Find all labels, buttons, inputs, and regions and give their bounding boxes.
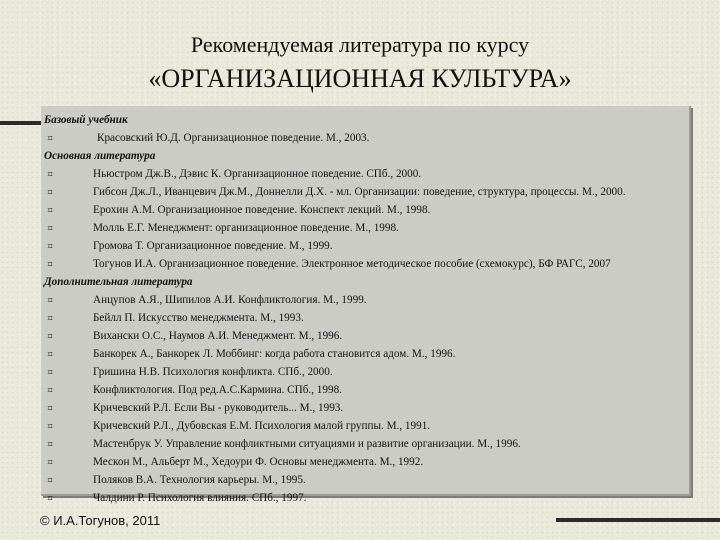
list-item-text: Молль Е.Г. Менеджмент: организационное поведение. М., 1998.: [93, 222, 399, 234]
list-item-text: Кричевский Р.Л. Если Вы - руководитель... М., 1993.: [93, 402, 344, 414]
list-item: [44, 255, 689, 273]
list-item: [44, 435, 689, 453]
title-line-1: Рекомендуемая литература по курсу: [190, 32, 530, 57]
bullet-icon: ⌗: [47, 457, 53, 467]
list-item-text: Поляков В.А. Технология карьеры. М., 1995.: [93, 474, 306, 486]
section-heading: Дополнительная литература: [44, 276, 193, 288]
section-heading: Базовый учебник: [44, 114, 128, 126]
list-item: [44, 291, 689, 309]
bullet-icon: ⌗: [47, 295, 53, 305]
section-heading: Основная литература: [44, 150, 156, 162]
bullet-icon: ⌗: [47, 205, 53, 215]
list-item-text: Тогунов И.А. Организационное поведение. Электронное методическое пособие (схемокурс), БФ РАГС, 2007: [93, 258, 611, 270]
bullet-icon: ⌗: [47, 421, 53, 431]
list-item-text: Красовский Ю.Д. Организационное поведение. М., 2003.: [97, 132, 370, 144]
list-item-text: Мастенбрук У. Управление конфликтными ситуациями и развитие организации. М., 1996.: [93, 438, 521, 450]
bullet-icon: ⌗: [47, 187, 53, 197]
copyright-notice: © И.А.Тогунов, 2011: [40, 513, 161, 528]
literature-list-panel: [41, 106, 691, 504]
list-item-text: Ерохин А.М. Организационное поведение. Конспект лекций. М., 1998.: [93, 204, 431, 216]
list-item: [44, 453, 689, 471]
list-item: [44, 363, 689, 381]
list-item-text: Бейлл П. Искусство менеджмента. М., 1993.: [93, 312, 304, 324]
list-item-text: Вихански О.С., Наумов А.И. Менеджмент. М., 1996.: [93, 330, 343, 342]
list-item: [44, 399, 689, 417]
list-item-text: Банкорек А., Банкорек Л. Моббинг: когда работа становится адом. М., 1996.: [93, 348, 456, 360]
list-item-text: Гибсон Дж.Л., Иванцевич Дж.М., Доннелли Д.Х. - мл. Организации: поведение, структура, процессы. М., 2000.: [93, 186, 626, 198]
list-item: [44, 327, 689, 345]
decorative-line-bottom: [556, 518, 720, 522]
list-item-text: Гришина Н.В. Психология конфликта. СПб., 2000.: [93, 366, 333, 378]
list-item-text: Ньюстром Дж.В., Дэвис К. Организационное поведение. СПб., 2000.: [93, 168, 422, 180]
list-item: [44, 381, 689, 399]
list-item-text: Анцупов А.Я., Шипилов А.И. Конфликтология. М., 1999.: [93, 294, 367, 306]
bullet-icon: ⌗: [47, 385, 53, 395]
bullet-icon: ⌗: [47, 313, 53, 323]
bullet-icon: ⌗: [47, 367, 53, 377]
bullet-icon: ⌗: [47, 439, 53, 449]
bullet-icon: ⌗: [47, 475, 53, 485]
bullet-icon: ⌗: [47, 259, 53, 269]
list-item: [44, 165, 689, 183]
list-item: [44, 201, 689, 219]
bullet-icon: ⌗: [47, 241, 53, 251]
list-item: [44, 183, 689, 201]
title-line-2: «ОРГАНИЗАЦИОННАЯ КУЛЬТУРА»: [148, 64, 572, 93]
list-item: [44, 489, 689, 507]
list-item-text: Громова Т. Организационное поведение. М., 1999.: [93, 240, 333, 252]
bullet-icon: ⌗: [47, 133, 53, 143]
list-item: [44, 345, 689, 363]
list-item: [44, 471, 689, 489]
list-item: [44, 129, 689, 147]
literature-list: [44, 111, 689, 507]
list-item: [44, 309, 689, 327]
slide-title: [0, 30, 720, 96]
bullet-icon: ⌗: [47, 331, 53, 341]
bullet-icon: ⌗: [47, 349, 53, 359]
list-item: [44, 237, 689, 255]
list-item-text: Кричевский Р.Л., Дубовская Е.М. Психология малой группы. М., 1991.: [93, 420, 431, 432]
bullet-icon: ⌗: [47, 223, 53, 233]
bullet-icon: ⌗: [47, 169, 53, 179]
list-item: [44, 219, 689, 237]
bullet-icon: ⌗: [47, 403, 53, 413]
list-item-text: Конфликтология. Под ред.А.С.Кармина. СПб., 1998.: [93, 384, 342, 396]
list-item-text: Чалдини Р. Психология влияния. СПб., 1997.: [93, 492, 307, 504]
list-item-text: Мескон М., Альберт М., Хедоури Ф. Основы менеджмента. М., 1992.: [93, 456, 424, 468]
bullet-icon: ⌗: [47, 493, 53, 503]
list-item: [44, 417, 689, 435]
